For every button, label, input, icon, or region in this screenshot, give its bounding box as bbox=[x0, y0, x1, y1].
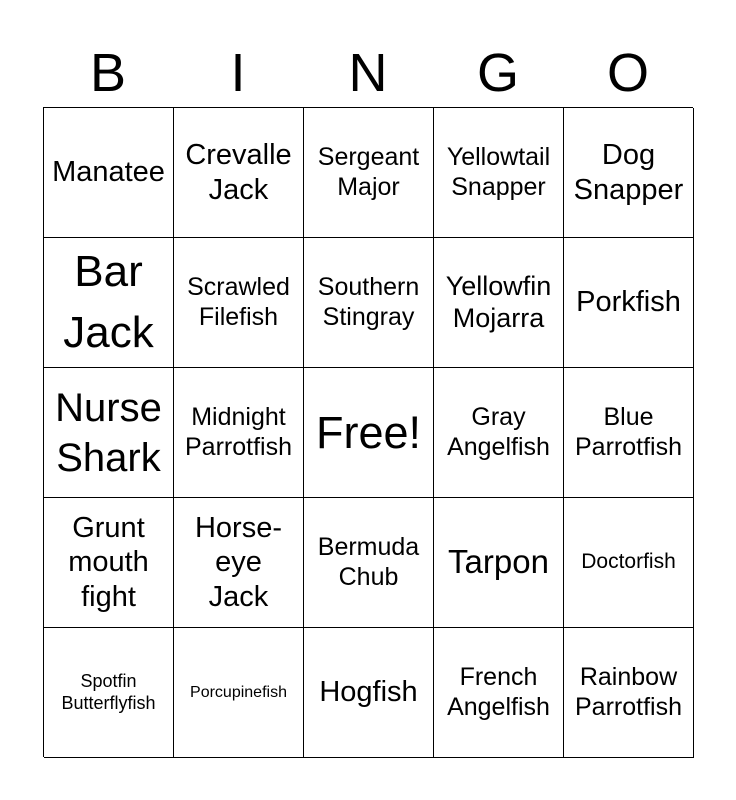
bingo-cell[interactable]: Blue Parrotfish bbox=[564, 368, 694, 498]
bingo-cell[interactable]: Yellowfin Mojarra bbox=[434, 238, 564, 368]
bingo-cell[interactable]: Dog Snapper bbox=[564, 108, 694, 238]
bingo-cell[interactable]: Doctorfish bbox=[564, 498, 694, 628]
header-letter-g: G bbox=[476, 43, 519, 103]
bingo-cell[interactable]: Midnight Parrotfish bbox=[174, 368, 304, 498]
header-letter-n: N bbox=[348, 43, 388, 103]
bingo-cell[interactable]: Bermuda Chub bbox=[304, 498, 434, 628]
bingo-cell[interactable]: Horse- eye Jack bbox=[174, 498, 304, 628]
bingo-cell[interactable]: Scrawled Filefish bbox=[174, 238, 304, 368]
bingo-cell[interactable]: Bar Jack bbox=[44, 238, 174, 368]
bingo-cell[interactable]: Grunt mouth fight bbox=[44, 498, 174, 628]
bingo-cell[interactable]: Hogfish bbox=[304, 628, 434, 758]
bingo-cell[interactable]: Gray Angelfish bbox=[434, 368, 564, 498]
bingo-cell[interactable]: Yellowtail Snapper bbox=[434, 108, 564, 238]
bingo-board bbox=[43, 107, 693, 757]
bingo-cell[interactable]: Crevalle Jack bbox=[174, 108, 304, 238]
bingo-cell[interactable]: Tarpon bbox=[434, 498, 564, 628]
bingo-cell[interactable]: Porcupinefish bbox=[174, 628, 304, 758]
bingo-cell[interactable]: French Angelfish bbox=[434, 628, 564, 758]
bingo-cell[interactable]: Spotfin Butterflyfish bbox=[44, 628, 174, 758]
header-letter-i: I bbox=[230, 43, 246, 103]
bingo-cell[interactable]: Manatee bbox=[44, 108, 174, 238]
bingo-cell[interactable]: Porkfish bbox=[564, 238, 694, 368]
header-letter-o: O bbox=[606, 43, 649, 103]
bingo-cell[interactable]: Nurse Shark bbox=[44, 368, 174, 498]
bingo-cell[interactable]: Southern Stingray bbox=[304, 238, 434, 368]
bingo-cell[interactable]: Rainbow Parrotfish bbox=[564, 628, 694, 758]
header-letter-b: B bbox=[89, 43, 127, 103]
free-space-cell[interactable]: Free! bbox=[304, 368, 434, 498]
bingo-header bbox=[43, 40, 693, 106]
bingo-cell[interactable]: Sergeant Major bbox=[304, 108, 434, 238]
